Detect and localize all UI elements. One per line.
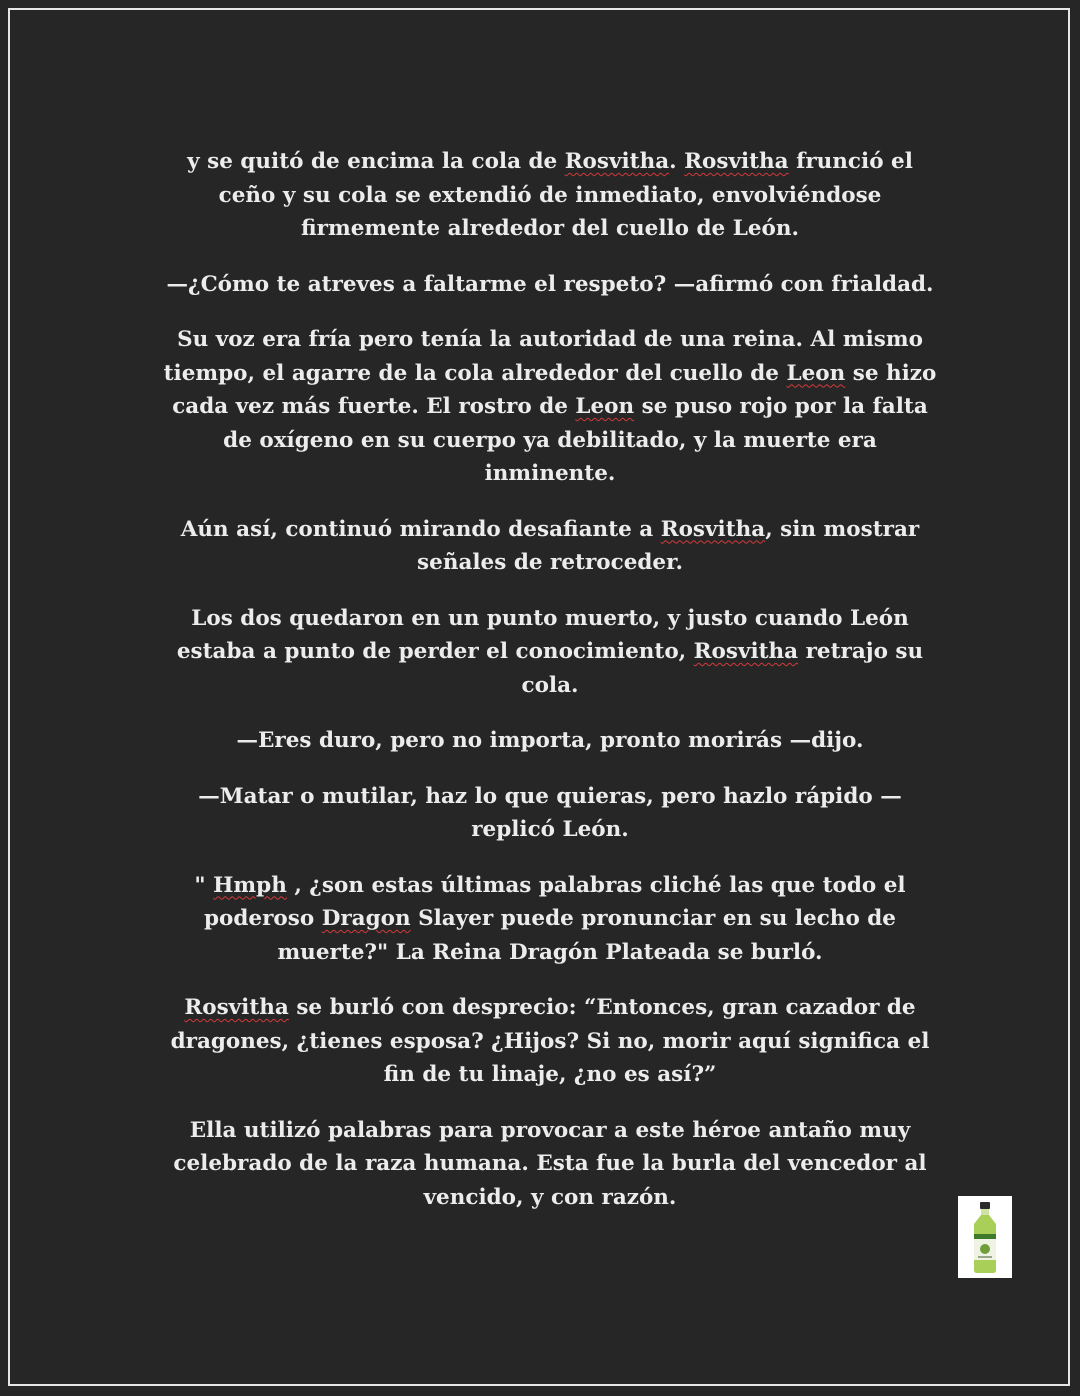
misspelled-word[interactable]: Rosvitha	[660, 516, 766, 542]
text-segment: frunció el ceño y su cola se extendió de inmediato, envolviéndose firmemente alrededor del cuello de León.	[218, 149, 913, 241]
bottle-icon	[958, 1196, 1012, 1278]
text-segment: —Eres duro, pero no importa, pronto morirás —dijo.	[236, 728, 864, 753]
paragraph	[160, 724, 940, 758]
paragraph	[160, 323, 940, 491]
misspelled-word[interactable]: Rosvitha	[684, 149, 789, 174]
misspelled-word[interactable]: Leon	[575, 394, 635, 419]
reader-text-area[interactable]	[160, 145, 940, 1236]
paragraph	[160, 268, 940, 302]
text-segment: Ella utilizó palabras para provocar a este héroe antaño muy celebrado de la raza humana. Esta fue la burla del vencedor al vencido, y con razón.	[173, 1117, 927, 1210]
misspelled-word[interactable]: Rosvitha	[564, 149, 670, 174]
paragraph	[160, 602, 940, 703]
reader-frame	[8, 8, 1070, 1386]
text-segment: Slayer puede pronunciar en su lecho de muerte?" La Reina Dragón Plateada se burló.	[277, 906, 896, 965]
paragraph	[160, 991, 940, 1092]
paragraph	[160, 869, 940, 970]
text-segment: retrajo su cola.	[521, 639, 924, 698]
text-segment: —Matar o mutilar, haz lo que quieras, pero hazlo rápido —replicó León.	[198, 783, 902, 842]
paragraph	[160, 145, 940, 246]
text-segment: y se quitó de encima la cola de	[187, 149, 565, 174]
paragraph	[160, 780, 940, 847]
misspelled-word[interactable]: Leon	[786, 360, 846, 386]
text-segment: se puso rojo por la falta de oxígeno en su cuerpo ya debilitado, y la muerte era inminente.	[223, 394, 928, 486]
text-segment: se hizo cada vez más fuerte. El rostro de	[172, 360, 937, 419]
misspelled-word[interactable]: Rosvitha	[693, 639, 799, 664]
misspelled-word[interactable]: Dragon	[321, 906, 411, 931]
paragraph	[160, 513, 940, 580]
ad-thumbnail[interactable]	[958, 1196, 1012, 1278]
text-segment: "	[194, 872, 214, 898]
text-segment: Los dos quedaron en un punto muerto, y justo cuando León estaba a punto de perder el conocimiento,	[176, 605, 909, 664]
text-segment: se burló con desprecio: “Entonces, gran cazador de dragones, ¿tienes esposa? ¿Hijos? Si no, morir aquí significa el fin de tu linaje, ¿no es así?”	[170, 995, 930, 1087]
misspelled-word[interactable]: Rosvitha	[184, 995, 289, 1020]
text-segment: Aún así, continuó mirando desafiante a	[180, 516, 661, 542]
paragraph	[160, 1114, 940, 1215]
text-segment: .	[669, 149, 685, 174]
misspelled-word[interactable]: Hmph	[213, 872, 287, 898]
text-segment: , sin mostrar señales de retroceder.	[417, 516, 920, 575]
text-segment: , ¿son estas últimas palabras cliché las que todo el poderoso	[204, 872, 906, 931]
text-segment: —¿Cómo te atreves a faltarme el respeto? —afirmó con frialdad.	[166, 271, 934, 297]
text-segment: Su voz era fría pero tenía la autoridad de una reina. Al mismo tiempo, el agarre de la cola alrededor del cuello de	[163, 327, 923, 386]
